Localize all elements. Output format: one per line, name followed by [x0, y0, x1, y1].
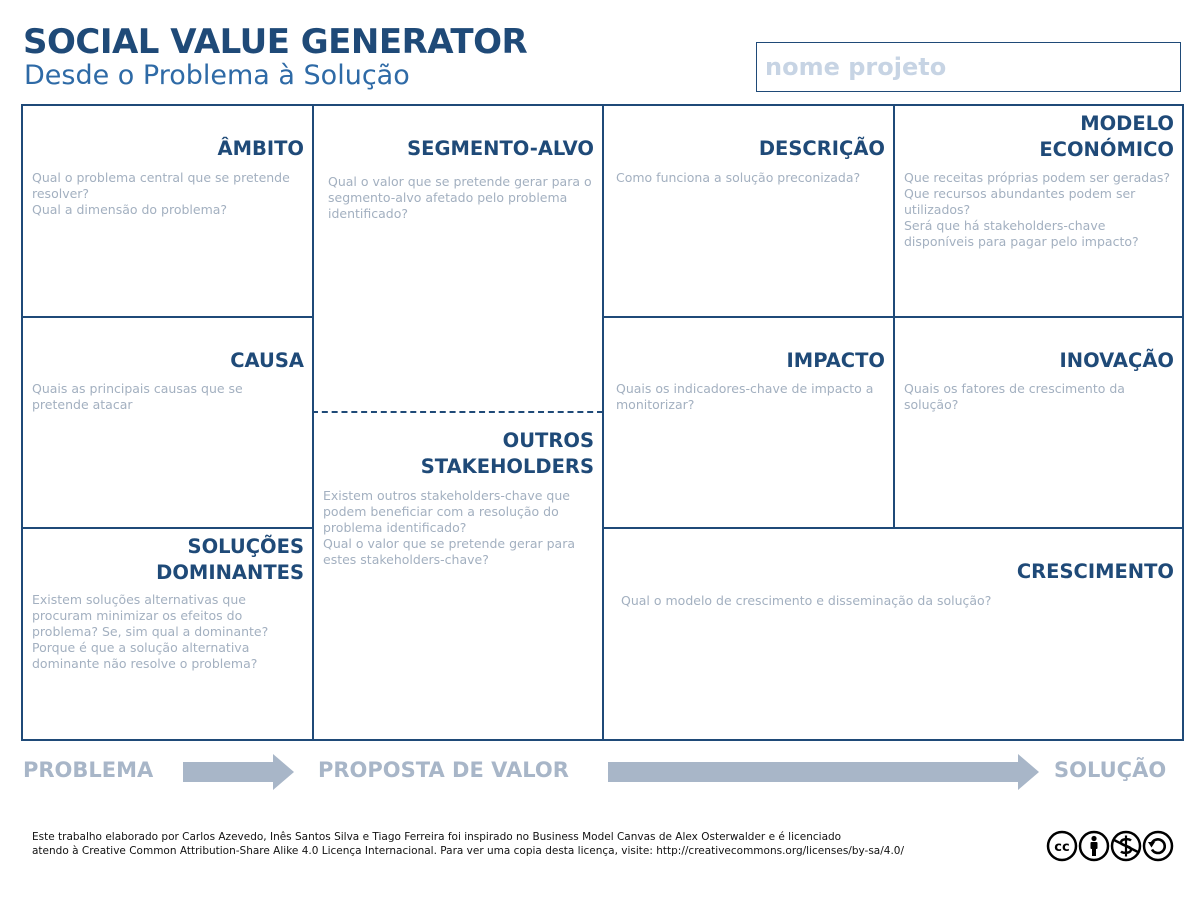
cell-crescimento[interactable] [602, 527, 1184, 741]
cell-segmento-alvo-desc: Qual o valor que se pretende gerar para o segmento-alvo afetado pelo problema identificado? [328, 174, 592, 221]
noncommercial-icon [1112, 832, 1140, 860]
cell-impacto-desc: Quais os indicadores-chave de impacto a monitorizar? [616, 381, 874, 412]
cell-impacto[interactable] [602, 316, 895, 530]
cell-descricao[interactable] [602, 104, 895, 318]
cell-modelo-economico[interactable] [893, 104, 1184, 318]
cell-ambito[interactable] [21, 104, 314, 318]
cell-modelo-economico-title: MODELO ECONÓMICO [1039, 112, 1174, 161]
credits-text [32, 830, 932, 858]
cell-ambito-desc: Qual o problema central que se pretende resolver? Qual a dimensão do problema? [32, 170, 290, 217]
flow-label-proposta: PROPOSTA DE VALOR [318, 758, 569, 782]
flow-label-problema: PROBLEMA [23, 758, 154, 782]
cell-outros-stakeholders-title: OUTROS STAKEHOLDERS [420, 429, 594, 478]
cell-crescimento-desc: Qual o modelo de crescimento e disseminação da solução? [621, 593, 992, 608]
cell-causa-desc: Quais as principais causas que se pretende atacar [32, 381, 243, 412]
project-name-box[interactable] [756, 42, 1181, 92]
cell-crescimento-title: CRESCIMENTO [1016, 560, 1174, 583]
flow-arrow-long-right-icon [608, 752, 1040, 792]
flow-label-solucao: SOLUÇÃO [1054, 758, 1167, 782]
cell-impacto-title: IMPACTO [786, 349, 885, 372]
cc-icon [1048, 832, 1076, 860]
cell-ambito-title: ÂMBITO [217, 137, 304, 160]
cell-causa-title: CAUSA [230, 349, 304, 372]
flow-arrow-right-icon [183, 752, 295, 792]
credits-line-1: Este trabalho elaborado por Carlos Azevedo, Inês Santos Silva e Tiago Ferreira foi inspirado no Business Model Canvas de Alex Osterwalder e é licenciado [32, 831, 842, 843]
cell-descricao-title: DESCRIÇÃO [758, 137, 885, 160]
cell-inovacao[interactable] [893, 316, 1184, 530]
cell-solucoes-dominantes[interactable] [21, 527, 314, 741]
cell-segmento-alvo[interactable] [312, 104, 604, 741]
segment-divider [312, 411, 603, 413]
page-subtitle: Desde o Problema à Solução [24, 60, 410, 91]
cell-solucoes-dominantes-desc: Existem soluções alternativas que procuram minimizar os efeitos do problema? Se, sim qual a dominante? Porque é que a solução alternativa dominante não resolve o problema? [32, 592, 269, 671]
cell-outros-stakeholders-desc: Existem outros stakeholders-chave que podem beneficiar com a resolução do problema identificado? Qual o valor que se pretende gerar para estes stakeholders-chave? [323, 488, 576, 567]
cell-inovacao-desc: Quais os fatores de crescimento da solução? [904, 381, 1125, 412]
cc-license-badge[interactable] [1046, 830, 1176, 862]
page-title: SOCIAL VALUE GENERATOR [23, 22, 528, 62]
attribution-icon [1080, 832, 1108, 860]
share-alike-icon [1144, 832, 1172, 860]
svg-text:cc: cc [1054, 840, 1070, 855]
cell-inovacao-title: INOVAÇÃO [1059, 349, 1174, 372]
cell-descricao-desc: Como funciona a solução preconizada? [616, 170, 861, 185]
project-name-input[interactable] [765, 49, 1165, 85]
cell-solucoes-dominantes-title: SOLUÇÕES DOMINANTES [156, 535, 304, 584]
cell-causa[interactable] [21, 316, 314, 530]
credits-line-2: atendo à Creative Common Attribution-Share Alike 4.0 Licença Internacional. Para ver uma copia desta licença, visite: http://creativecommons.org/licenses/by-sa/4.0/ [32, 845, 905, 857]
cell-segmento-alvo-title: SEGMENTO-ALVO [407, 137, 594, 160]
cell-modelo-economico-desc: Que receitas próprias podem ser geradas? Que recursos abundantes podem ser utilizados? Será que há stakeholders-chave disponíveis para pagar pelo impacto? [904, 170, 1171, 249]
